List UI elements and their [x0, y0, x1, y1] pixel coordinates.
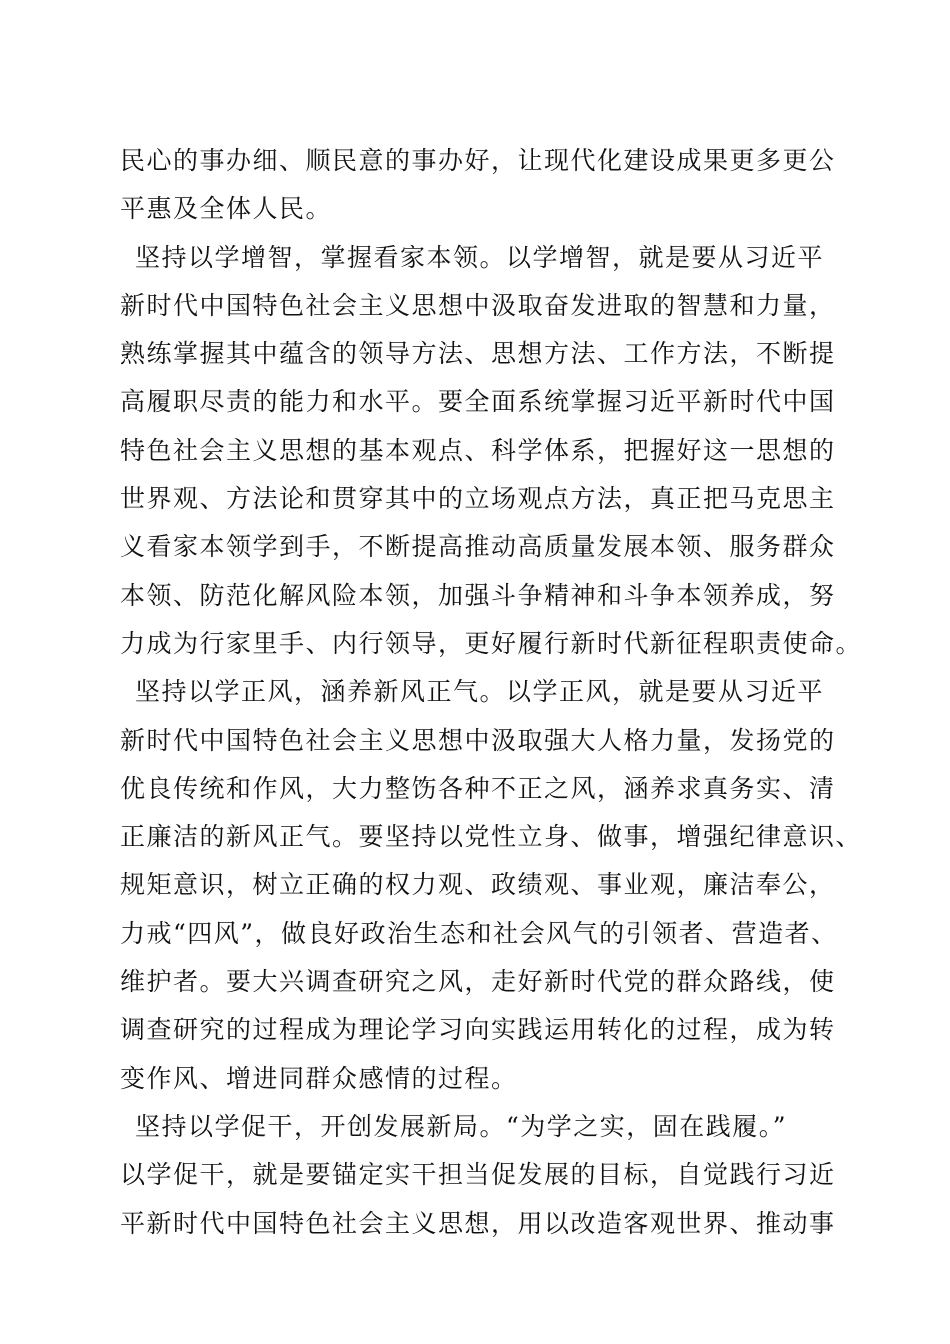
text-line: 调查研究的过程成为理论学习向实践运用转化的过程，成为转	[120, 1015, 836, 1045]
text-line: 世界观、方法论和贯穿其中的立场观点方法，真正把马克思主	[120, 484, 836, 514]
text-line: 高履职尽责的能力和水平。要全面系统掌握习近平新时代中国	[120, 387, 836, 417]
text-line: 民心的事办细、顺民意的事办好，让现代化建设成果更多更公	[120, 146, 836, 175]
text-line: 平新时代中国特色社会主义思想，用以改造客观世界、推动事	[120, 1208, 836, 1238]
paragraph-start-line: 坚持以学增智，掌握看家本领。以学增智，就是要从习近平	[135, 242, 825, 272]
text-line: 优良传统和作风，大力整饬各种不正之风，涵养求真务实、清	[120, 773, 836, 803]
text-line: 平惠及全体人民。	[120, 194, 333, 224]
text-line: 以学促干，就是要锚定实干担当促发展的目标，自觉践行习近	[120, 1160, 836, 1190]
text-line: 新时代中国特色社会主义思想中汲取奋发进取的智慧和力量，	[120, 290, 836, 320]
text-line: 正廉洁的新风正气。要坚持以党性立身、做事，增强纪律意识、	[120, 822, 863, 852]
text-line: 本领、防范化解风险本领，加强斗争精神和斗争本领养成，努	[120, 580, 836, 610]
text-line: 力成为行家里手、内行领导，更好履行新时代新征程职责使命。	[120, 628, 863, 658]
text-line: 维护者。要大兴调查研究之风，走好新时代党的群众路线，使	[120, 967, 836, 997]
text-line: 熟练掌握其中蕴含的领导方法、思想方法、工作方法，不断提	[120, 339, 836, 369]
text-line: 力戒“四风”，做良好政治生态和社会风气的引领者、营造者、	[120, 918, 838, 948]
paragraph-start-line: 坚持以学促干，开创发展新局。“为学之实，固在践履。”	[135, 1111, 788, 1141]
paragraph-start-line: 坚持以学正风，涵养新风正气。以学正风，就是要从习近平	[135, 677, 825, 707]
text-line: 规矩意识，树立正确的权力观、政绩观、事业观，廉洁奉公，	[120, 870, 836, 900]
text-line: 义看家本领学到手，不断提高推动高质量发展本领、服务群众	[120, 532, 836, 562]
document-body	[120, 137, 863, 1248]
text-line: 新时代中国特色社会主义思想中汲取强大人格力量，发扬党的	[120, 725, 836, 755]
text-line: 特色社会主义思想的基本观点、科学体系，把握好这一思想的	[120, 435, 836, 465]
text-line: 变作风、增进同群众感情的过程。	[120, 1063, 518, 1093]
